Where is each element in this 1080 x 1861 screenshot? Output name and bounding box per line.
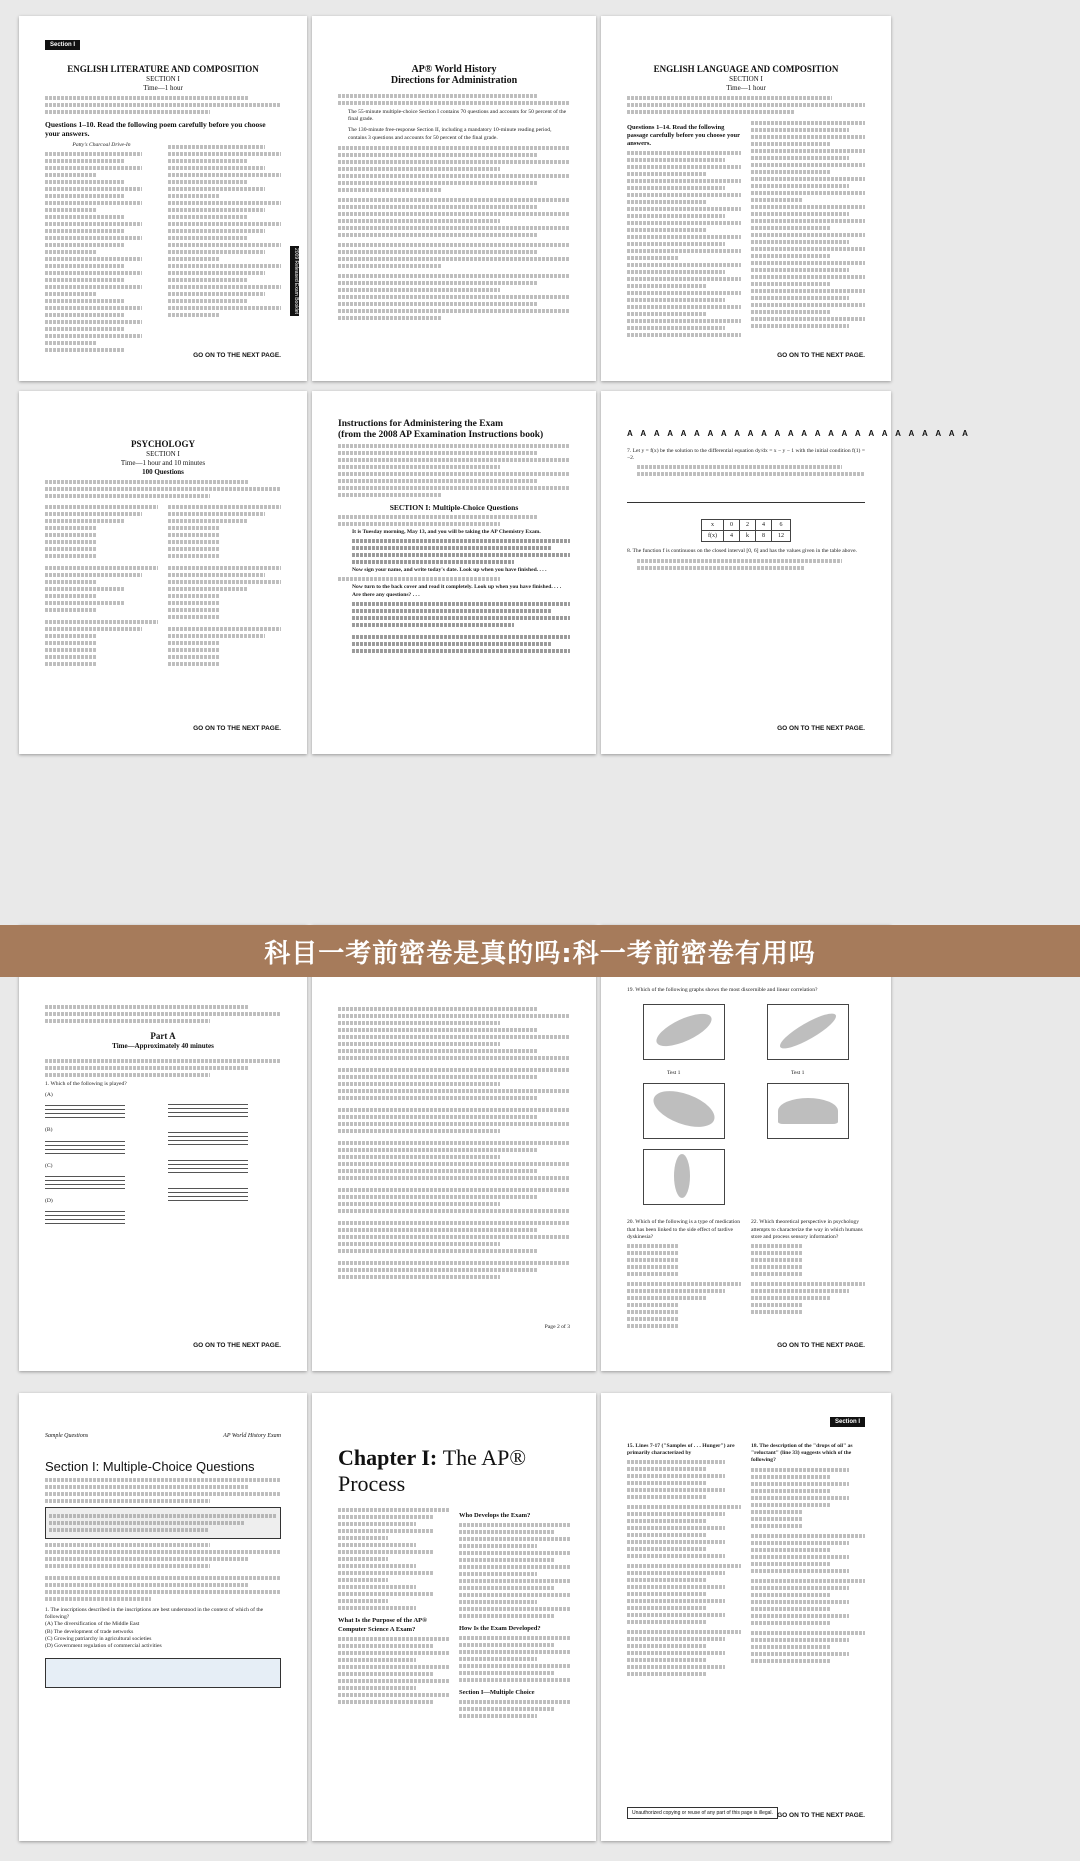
section-title: Section I: Multiple-Choice Questions	[45, 1459, 255, 1474]
question-15: 15. Lines 7-17 ("Samples of . . . Hunger") are primarily characterized by	[627, 1443, 735, 1457]
instruction-bold-3: Now turn to the back cover and read it completely. Look up when you have finished. . . .	[352, 584, 562, 591]
scatter-c	[643, 1083, 725, 1139]
section-label: SECTION I	[146, 450, 180, 458]
page-title: AP® World History	[411, 64, 497, 75]
header-right: AP World History Exam	[223, 1433, 281, 1439]
section-tab: Section I	[45, 40, 80, 50]
exam-page-calculus	[601, 391, 971, 754]
side-tab: 2009 Released Exam Booklet	[290, 246, 299, 316]
values-table: x 0 2 4 6 f(x) 4 k 8 12	[701, 519, 791, 542]
exam-page-chemistry-instructions	[312, 391, 596, 754]
option-a: (A)	[45, 1092, 53, 1099]
option-c: (C) Growing patriarchy in agricultural societies	[45, 1635, 152, 1642]
develops-heading: Who Develops the Exam?	[459, 1512, 531, 1519]
question-7: 7. Let y = f(x) be the solution to the differential equation dy/dx = x − y − 1 with the initial condition f(1) = −2.	[627, 448, 865, 462]
chapter-title: Chapter I: The AP® Process	[338, 1445, 527, 1496]
scatter-b	[767, 1004, 849, 1060]
next-page-label: GO ON TO THE NEXT PAGE.	[777, 1812, 865, 1819]
exam-page-reading-questions	[601, 1393, 891, 1841]
option-c: (C)	[45, 1162, 53, 1169]
option-d: (D) Government regulation of commercial activities	[45, 1643, 162, 1650]
scatter-a	[643, 1004, 725, 1060]
banner-title: 科目一考前密卷是真的吗:科一考前密卷有用吗	[264, 938, 816, 969]
question-1: 1. Which of the following is played?	[45, 1081, 127, 1087]
page-subtitle: Directions for Administration	[390, 75, 518, 86]
next-page-label: GO ON TO THE NEXT PAGE.	[193, 1342, 281, 1349]
instruction-bold-1: It is Tuesday morning, May 13, and you will be taking the AP Chemistry Exam.	[352, 529, 541, 535]
time-label: Time—Approximately 40 minutes	[112, 1042, 214, 1050]
copyright-notice: Unauthorized copying or reuse of any part of this page is illegal.	[627, 1807, 778, 1819]
scatter-e	[643, 1149, 725, 1205]
next-page-label: GO ON TO THE NEXT PAGE.	[777, 352, 865, 359]
time-label: Time—1 hour and 10 minutes	[120, 459, 206, 467]
axis-label: Test 1	[667, 1070, 681, 1077]
developed-heading: How Is the Exam Developed?	[459, 1625, 541, 1632]
header-left: Sample Questions	[45, 1433, 89, 1439]
exam-page-world-history-admin	[312, 16, 596, 381]
page-title: Instructions for Administering the Exam	[338, 419, 504, 429]
axis-label: Test 1	[791, 1070, 805, 1077]
question-heading: Questions 1–14. Read the following passage carefully before you choose your answers.	[627, 124, 740, 147]
page-title: PSYCHOLOGY	[130, 439, 195, 449]
exam-page-psychology	[19, 391, 307, 754]
purpose-heading: What Is the Purpose of the AP® Computer Science A Exam?	[338, 1617, 427, 1633]
page-subtitle: (from the 2008 AP Examination Instructions book)	[338, 430, 544, 440]
option-d: (D)	[45, 1197, 53, 1204]
exam-page-physics-answers	[312, 925, 596, 1371]
instruction-bold-4: Are there any questions? . . .	[352, 591, 420, 598]
poem-title: Patty's Charcoal Drive-In	[72, 142, 131, 148]
question-count: 100 Questions	[142, 468, 184, 476]
question-20: 20. Which of the following is a type of medication that has been linked to the side effect of tardive dyskinesia?	[627, 1219, 740, 1240]
time-label: Time—1 hour	[143, 84, 183, 92]
bullet-2: The 130-minute free-response Section II, including a mandatory 10-minute reading period, contains 3 questions and accounts for 50 percent of the final grade.	[348, 127, 552, 141]
section-marker: A A A A A A A A A A A A A A A A A A A A A A A A A A	[627, 429, 971, 438]
next-page-label: GO ON TO THE NEXT PAGE.	[777, 1342, 865, 1349]
exam-page-psychology-graphs	[601, 925, 891, 1371]
question-1: 1. The inscriptions described in the inscriptions are best understood in the context of which of the following?	[45, 1607, 264, 1621]
bullet-1: The 55-minute multiple-choice Section I contains 70 questions and accounts for 50 percent of the final grade.	[348, 109, 567, 123]
question-18: 18. The description of the "drops of oil" as "reluctant" (line 33) suggests which of the following?	[751, 1443, 853, 1464]
exam-page-ap-process	[312, 1393, 596, 1841]
section-label: SECTION I	[729, 75, 763, 83]
next-page-label: GO ON TO THE NEXT PAGE.	[193, 352, 281, 359]
option-b: (B) The development of trade networks	[45, 1628, 134, 1635]
exam-page-english-literature	[19, 16, 307, 381]
scatter-d	[767, 1083, 849, 1139]
section-label: SECTION I	[146, 75, 180, 83]
option-b: (B)	[45, 1127, 53, 1134]
page-title: ENGLISH LITERATURE AND COMPOSITION	[67, 64, 259, 74]
section-heading: Section I—Multiple Choice	[459, 1689, 535, 1696]
section-tab: Section I	[830, 1417, 865, 1427]
page-number: Page 2 of 3	[544, 1323, 570, 1330]
next-page-label: GO ON TO THE NEXT PAGE.	[193, 725, 281, 732]
question-heading: Questions 1–10. Read the following poem carefully before you choose your answers.	[45, 120, 266, 138]
exam-page-music-theory	[19, 925, 307, 1371]
option-a: (A) The diversification of the Middle East	[45, 1621, 140, 1628]
part-title: Part A	[150, 1031, 176, 1041]
title-banner	[0, 925, 1080, 977]
section-heading: SECTION I: Multiple-Choice Questions	[389, 503, 519, 512]
instruction-bold-2: Now sign your name, and write today's date. Look up when you have finished. . . .	[352, 567, 547, 574]
page-title: ENGLISH LANGUAGE AND COMPOSITION	[653, 64, 839, 74]
exam-page-world-history-sample	[19, 1393, 307, 1841]
time-label: Time—1 hour	[726, 84, 766, 92]
question-22: 22. Which theoretical perspective in psychology attempts to characterize the way in which humans store and process sensory information?	[751, 1219, 863, 1240]
question-19: 19. Which of the following graphs shows the most discernible and linear correlation?	[627, 987, 818, 993]
question-8: 8. The function f is continuous on the closed interval [0, 6] and has the values given in the table above.	[627, 548, 857, 555]
next-page-label: GO ON TO THE NEXT PAGE.	[777, 725, 865, 732]
exam-page-english-language	[601, 16, 891, 381]
